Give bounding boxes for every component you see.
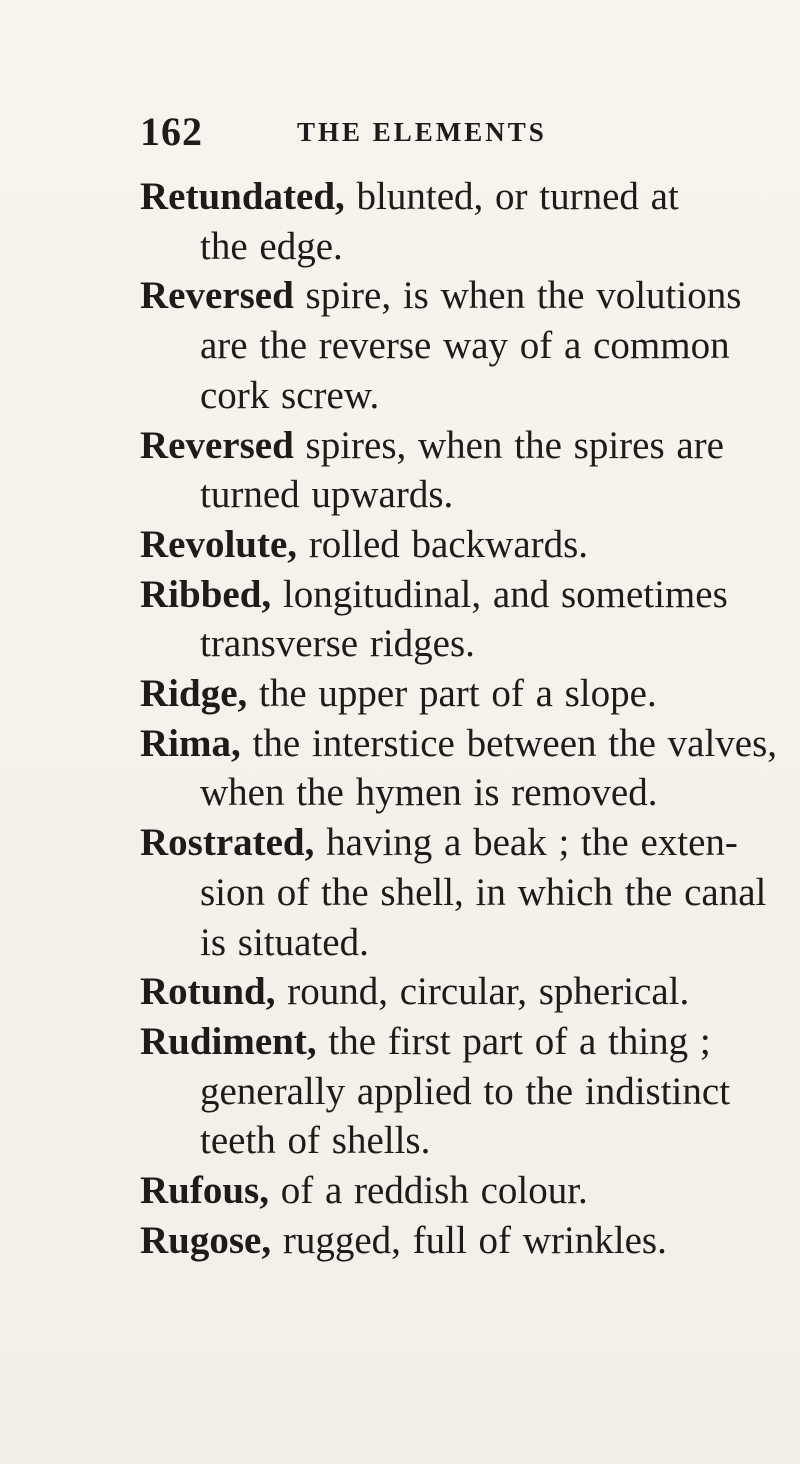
glossary-entry-reversed-spire [140, 271, 740, 420]
glossary-body [140, 172, 778, 1265]
entry-text-line: generally applied to the indistinct [200, 1069, 731, 1113]
entry-term: Rudiment, [140, 1019, 317, 1063]
entry-text-line: transverse ridges. [200, 622, 475, 666]
entry-text-line: the edge. [200, 224, 343, 268]
glossary-entry-rotund [140, 967, 740, 1017]
page-number: 162 [140, 109, 203, 154]
entry-term: Rostrated, [140, 821, 315, 865]
glossary-entry-rudiment [140, 1017, 740, 1166]
entry-text-line: sion of the shell, in which the canal [200, 870, 767, 914]
entry-text-line: spires, when the spires are [305, 423, 724, 467]
entry-text-line: round, circular, spherical. [287, 970, 690, 1014]
entry-term: Revolute, [140, 522, 298, 566]
entry-term: Retundated, [140, 175, 345, 218]
entry-text-line: cork screw. [200, 373, 380, 417]
entry-term: Rotund, [140, 970, 276, 1014]
entry-text-line: are the reverse way of a common [200, 324, 730, 368]
page-header [140, 108, 700, 156]
entry-text-line: the interstice between the valves, [252, 721, 778, 765]
entry-text-line: of a reddish colour. [280, 1169, 588, 1213]
entry-text-line: is situated. [200, 920, 369, 964]
entry-text-line: spire, is when the volutions [305, 274, 742, 318]
running-head: THE ELEMENTS [297, 117, 547, 147]
entry-term: Rufous, [140, 1169, 269, 1213]
glossary-entry-reversed-spires [140, 421, 740, 520]
entry-term: Ribbed, [140, 572, 272, 616]
entry-text-line: teeth of shells. [200, 1119, 431, 1163]
glossary-entry-ridge [140, 669, 740, 719]
glossary-entry-rostrated [140, 818, 767, 967]
entry-text-line: rolled backwards. [308, 522, 589, 566]
entry-term: Reversed [140, 274, 294, 318]
glossary-entry-revolute [140, 520, 740, 570]
entry-text-line: blunted, or turned at [356, 175, 679, 218]
glossary-entry-ribbed [140, 570, 740, 669]
entry-text-line: turned upwards. [200, 473, 454, 517]
entry-text-line: longitudinal, and sometimes [282, 572, 728, 616]
entry-term: Reversed [140, 423, 294, 467]
entry-text-line: the first part of a thing ; [328, 1019, 711, 1063]
entry-term: Rugose, [140, 1218, 272, 1262]
glossary-entry-rima [140, 719, 778, 818]
entry-text-line: having a beak ; the exten- [326, 821, 738, 865]
glossary-entry-retundated [140, 172, 740, 271]
glossary-entry-rugose [140, 1216, 740, 1266]
glossary-entry-rufous [140, 1166, 740, 1216]
entry-text-line: when the hymen is removed. [200, 771, 658, 815]
entry-text-line: rugged, full of wrinkles. [282, 1218, 667, 1262]
entry-text-line: the upper part of a slope. [259, 672, 657, 716]
entry-term: Ridge, [140, 672, 248, 716]
entry-term: Rima, [140, 721, 241, 765]
